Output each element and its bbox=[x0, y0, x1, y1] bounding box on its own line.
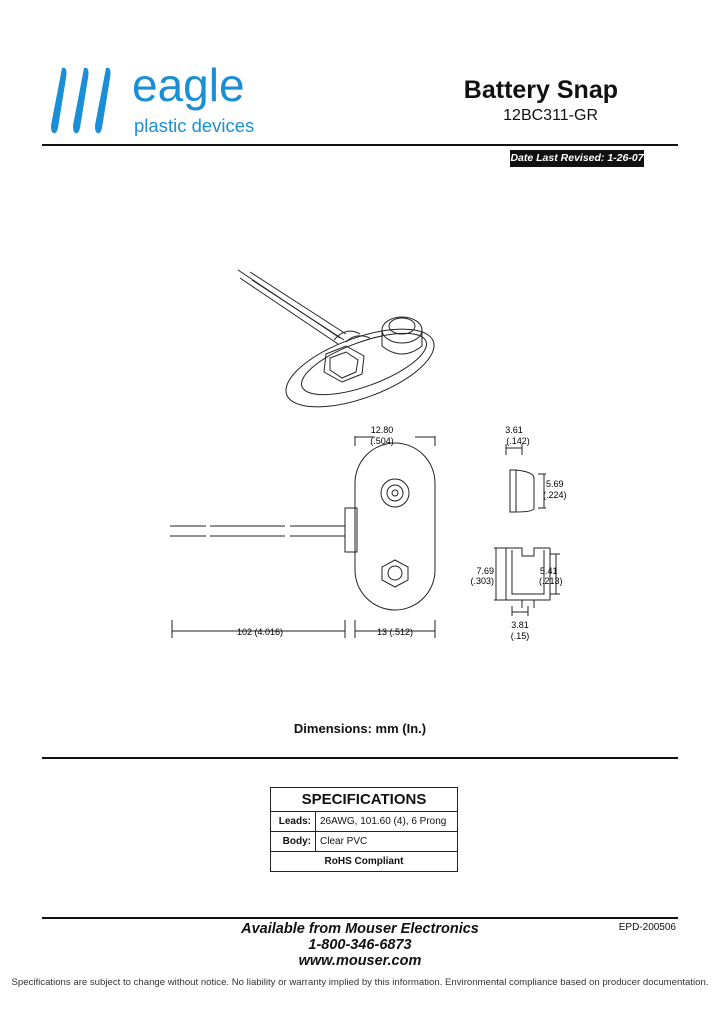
availability-text: Available from Mouser Electronics bbox=[241, 921, 479, 937]
spec-label: Leads: bbox=[271, 812, 316, 832]
page-title: Battery Snap bbox=[463, 76, 618, 104]
dim-prong-outer-in: (.303) bbox=[470, 576, 494, 586]
brand-name: eagle bbox=[132, 59, 245, 111]
dim-lead: 102 (4.016) bbox=[236, 627, 284, 637]
dim-side-height-mm: 5.69 bbox=[546, 479, 564, 489]
footer-divider bbox=[42, 917, 678, 919]
dim-prong-bottom-mm: 3.81 bbox=[511, 620, 529, 630]
specifications-header: SPECIFICATIONS bbox=[271, 788, 458, 812]
dim-width-in: (.504) bbox=[370, 436, 394, 446]
spec-value: Clear PVC bbox=[316, 832, 458, 852]
dim-width-mm: 12.80 bbox=[370, 425, 394, 435]
product-perspective-view bbox=[238, 270, 444, 423]
eagle-logo-icon bbox=[50, 64, 126, 138]
header-divider bbox=[42, 144, 678, 146]
dim-prong-inner-mm: 5.41 bbox=[540, 566, 558, 576]
dim-prong-inner-in: (.213) bbox=[539, 576, 563, 586]
website-link[interactable]: www.mouser.com bbox=[298, 953, 422, 969]
dimensions-caption: Dimensions: mm (In.) bbox=[293, 721, 427, 736]
document-code: EPD-200506 bbox=[618, 922, 676, 933]
product-side-view bbox=[506, 444, 546, 512]
spec-label: Body: bbox=[271, 832, 316, 852]
rohs-compliance: RoHS Compliant bbox=[271, 852, 458, 872]
spec-value: 26AWG, 101.60 (4), 6 Prong bbox=[316, 812, 458, 832]
phone-number: 1-800-346-6873 bbox=[308, 937, 412, 953]
dim-prong-bottom-in: (.15) bbox=[510, 631, 530, 641]
table-row bbox=[271, 812, 458, 832]
dim-body: 13 (.512) bbox=[376, 627, 414, 637]
part-number: 12BC311-GR bbox=[503, 107, 598, 124]
product-front-view bbox=[170, 443, 435, 610]
disclaimer: Specifications are subject to change without notice. No liability or warranty implied by this information. Environmental compliance based on producer documentation. bbox=[11, 977, 709, 988]
dim-side-top-in: (.142) bbox=[506, 436, 530, 446]
specifications-table bbox=[270, 787, 458, 872]
section-divider bbox=[42, 757, 678, 759]
brand-subtitle: plastic devices bbox=[134, 115, 255, 136]
technical-drawing bbox=[150, 250, 590, 650]
dim-prong-outer-mm: 7.69 bbox=[476, 566, 494, 576]
revision-date-badge: Date Last Revised: 1-26-07 bbox=[510, 150, 644, 167]
dim-side-top-mm: 3.61 bbox=[505, 425, 523, 435]
dim-side-height-in: (.224) bbox=[543, 490, 567, 500]
table-row bbox=[271, 832, 458, 852]
